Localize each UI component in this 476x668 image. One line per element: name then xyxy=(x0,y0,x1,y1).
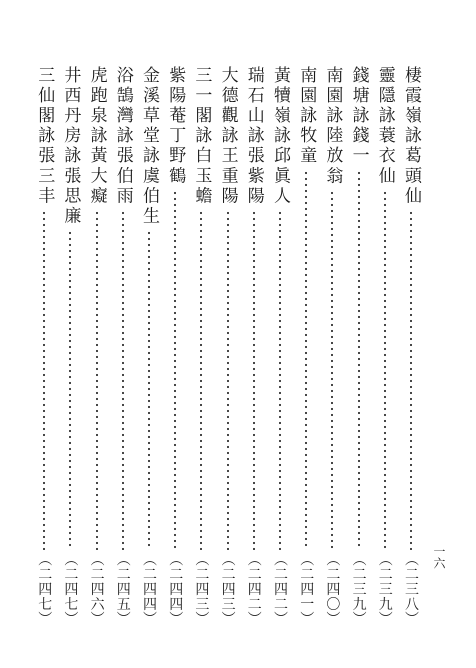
entry-title: 三仙閣詠張三丰 xyxy=(34,66,55,207)
entry-title: 金溪草堂詠虞伯生 xyxy=(139,66,159,227)
toc-entry xyxy=(190,66,212,626)
entry-title: 瑞石山詠張紫陽 xyxy=(243,66,264,207)
entry-title: 虎跑泉詠黃大癡 xyxy=(86,66,107,207)
entry-page-number: （二四七） xyxy=(36,551,53,626)
leader-dots xyxy=(174,190,176,550)
leader-dots xyxy=(279,210,281,550)
leader-dots xyxy=(358,170,360,550)
toc-entry xyxy=(138,66,160,626)
entry-page-number: （二四三） xyxy=(219,551,236,626)
toc-entry xyxy=(374,66,396,626)
toc-entry xyxy=(295,66,317,626)
entry-title: 南園詠牧童 xyxy=(296,66,317,167)
leader-dots xyxy=(227,210,229,550)
entry-page-number: （二四六） xyxy=(88,551,105,626)
entry-page-number: （二四四） xyxy=(141,551,157,626)
toc-entry xyxy=(243,66,265,626)
entry-title: 井西丹房詠張思廉 xyxy=(60,66,81,227)
entry-title: 浴鵠灣詠張伯雨 xyxy=(112,66,133,207)
entry-page-number: （二四二） xyxy=(272,551,288,626)
leader-dots xyxy=(331,190,333,550)
leader-dots xyxy=(96,210,98,550)
toc-entry xyxy=(321,66,343,626)
entry-page-number: （二三八） xyxy=(403,551,419,626)
leader-dots xyxy=(253,210,255,550)
leader-dots xyxy=(384,190,386,550)
toc-entry xyxy=(400,66,422,626)
entry-page-number: （二四三） xyxy=(193,551,210,626)
toc-entry xyxy=(112,66,134,626)
entry-title: 大德觀詠王重陽 xyxy=(217,66,238,207)
leader-dots xyxy=(43,210,45,550)
entry-title: 紫陽菴丁野鶴 xyxy=(165,66,186,187)
entry-title: 棲霞嶺詠葛頭仙 xyxy=(401,66,421,207)
entry-title: 黃犢嶺詠邱眞人 xyxy=(270,66,290,207)
leader-dots xyxy=(305,170,307,550)
leader-dots xyxy=(200,210,202,550)
entry-title: 南園詠陸放翁 xyxy=(322,66,343,187)
entry-page-number: （二四七） xyxy=(62,551,79,626)
toc-entry xyxy=(217,66,239,626)
toc-entry xyxy=(59,66,81,626)
entry-title: 錢塘詠錢一 xyxy=(348,66,369,167)
toc-entry xyxy=(164,66,186,626)
entry-page-number: （二三九） xyxy=(350,551,367,626)
entry-page-number: （二三九） xyxy=(376,551,393,626)
leader-dots xyxy=(69,230,71,550)
leader-dots xyxy=(148,230,150,550)
entry-title: 靈隱詠蓑衣仙 xyxy=(374,66,395,187)
toc-entry xyxy=(348,66,370,626)
entry-title: 三一閣詠白玉蟾 xyxy=(191,66,212,207)
entry-page-number: （二四二） xyxy=(245,551,262,626)
leader-dots xyxy=(410,210,412,550)
entry-page-number: （二四一） xyxy=(298,551,315,626)
toc-entry xyxy=(269,66,291,626)
toc-entry xyxy=(33,66,55,626)
leader-dots xyxy=(122,210,124,550)
page-number: 一六 xyxy=(432,545,446,569)
entry-page-number: （二四〇） xyxy=(324,551,341,626)
entry-page-number: （二四五） xyxy=(114,551,131,626)
toc-entry xyxy=(86,66,108,626)
entry-page-number: （二四四） xyxy=(167,551,184,626)
